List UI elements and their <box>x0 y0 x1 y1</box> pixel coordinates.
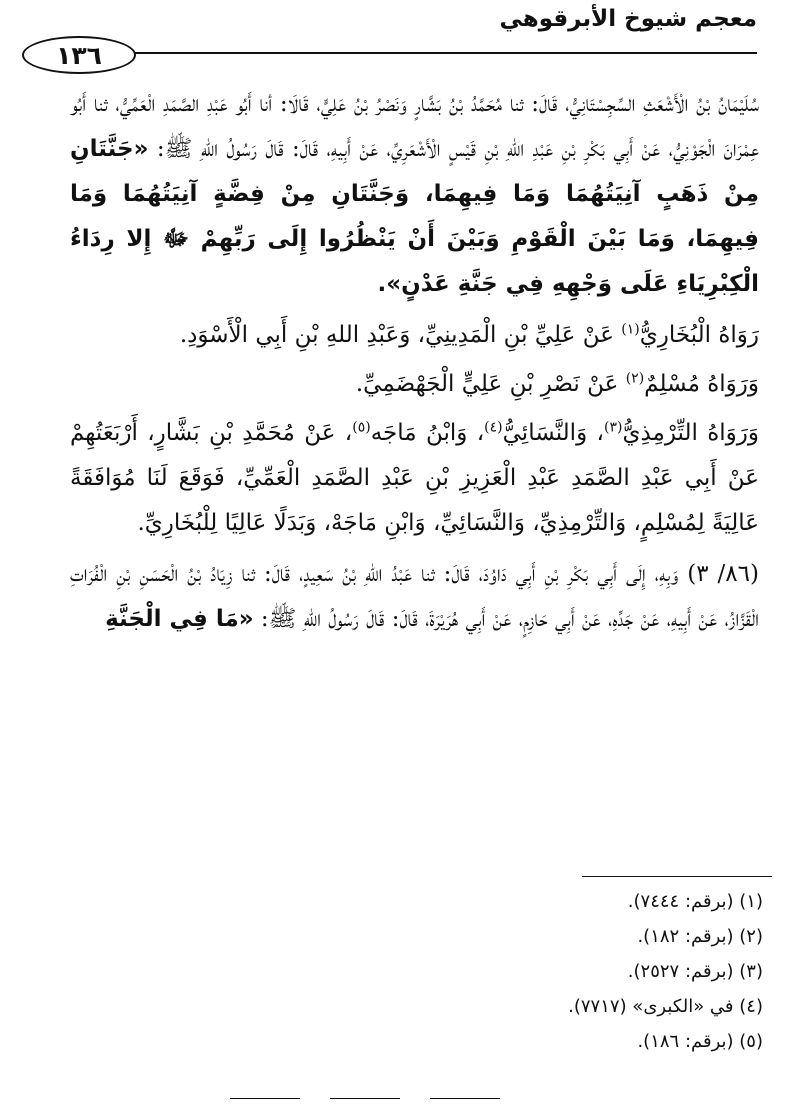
page-number: ١٣٦ <box>22 36 136 74</box>
footer-rule <box>430 1098 500 1099</box>
paragraph-hadith-1 <box>70 82 759 307</box>
footnote-ref-1: (١) <box>621 321 640 338</box>
footnote-4: (٤) في «الكبرى» (٧٧١٧). <box>568 996 763 1017</box>
paragraph-cont: ، عَنْ مُحَمَّدِ بْنِ بَشَّارٍ، أَرْبَعَتُهِمْ عَنْ أَبِي عَبْدِ الصَّمَدِ عَبْدِ الْعَزِيزِ بْنِ عَبْدِ الصَّمَدِ الْعَمِّيِّ، فَوَقَعَ لَنَا مُوَافَقَةً عَالِيَةً لِمُسْلِمٍ، وَالتِّرْمِذِيِّ، وَالنَّسَائِيِّ، وَابْنِ مَاجَهْ، وَبَدَلًا عَالِيًا لِلْبُخَارِيِّ. <box>70 420 759 536</box>
muslim-text-cont: عَنْ نَصْرِ بْنِ عَلِيٍّ الْجَهْضَمِيِّ. <box>355 371 626 397</box>
footnote-5: (٥) (برقم: ١٨٦). <box>637 1031 763 1052</box>
isnad-text-2: (٨٦/ ٣) وَبِهِ، إِلَى أَبِي بَكْرِ بْنِ أَبِي دَاوُدَ، قَالَ: ثنا عَبْدُ اللهِ بْنُ سَعِيدٍ، قَالَ: ثنا زِيَادُ بْنُ الْحَسَنِ بْنِ الْفُرَاتِ الْقَزَّازُ، عَنْ أَبِيهِ، عَنْ جَدِّهِ، عَنْ أَبِي حَازِمٍ، عَنْ أَبِي هُرَيْرَةَ، قَالَ: قَالَ رَسُولُ اللهِ ﷺ: <box>70 561 759 632</box>
footnote-ref-5: (٥) <box>352 419 371 436</box>
footnote-2: (٢) (برقم: ١٨٢). <box>637 926 763 947</box>
paragraph-hadith-2 <box>70 552 759 642</box>
nasai-text: ، وَالنَّسَائِيُّ <box>502 420 604 446</box>
footnote-1: (١) (برقم: ٧٤٤٤). <box>627 891 763 912</box>
footnote-separator <box>582 876 772 877</box>
footer-rule <box>330 1098 400 1099</box>
paragraph-muslim <box>70 362 759 407</box>
footer-rule <box>230 1098 300 1099</box>
paragraph-tirmidhi <box>70 411 759 546</box>
footnotes <box>568 884 763 1059</box>
isnad-text: سُلَيْمَانُ بْنُ الْأَشْعَثِ السِّجِسْتَانِيُّ، قَالَ: ثنا مُحَمَّدُ بْنُ بَشَّارٍ وَنَصْرُ بْنُ عَلِيٍّ، قَالَا: أنا أَبُو عَبْدِ الصَّمَدِ الْعَمِّيُّ، ثنا أَبُو عِمْرَانَ الْجَوْنِيُّ، عَنْ أَبِي بَكْرِ بْنِ عَبْدِ اللهِ بْنِ قَيْسٍ الْأَشْعَرِيِّ، عَنْ أَبِيهِ، قَالَ: قَالَ رَسُولُ اللهِ ﷺ: <box>70 91 760 162</box>
running-header-title: معجم شيوخ الأبرقوهي <box>499 6 757 32</box>
footnote-ref-4: (٤) <box>484 419 503 436</box>
tirmidhi-text: وَرَوَاهُ التِّرْمِذِيُّ <box>622 420 760 446</box>
paragraph-bukhari <box>70 313 759 358</box>
body-text <box>70 82 759 642</box>
header-rule <box>92 52 757 54</box>
hadith-text: «جَنَّتَانِ مِنْ ذَهَبٍ آنِيَتُهُمَا وَمَا فِيهِمَا، وَجَنَّتَانِ مِنْ فِضَّةٍ آنِيَتُهُمَا وَمَا فِيهِمَا، وَمَا بَيْنَ الْقَوْمِ وَبَيْنَ أَنْ يَنْظُرُوا إِلَى رَبِّهِمْ ﷻ إِلا رِدَاءُ الْكِبْرِيَاءِ عَلَى وَجْهِهِ فِي جَنَّةِ عَدْنٍ». <box>70 136 759 297</box>
ibn-majah-text: ، وَابْنُ مَاجَه <box>370 420 485 446</box>
bukhari-text: رَوَاهُ الْبُخَارِيُّ <box>639 322 759 348</box>
muslim-text: وَرَوَاهُ مُسْلِمٌ <box>644 371 759 397</box>
footnote-ref-2: (٢) <box>625 370 645 387</box>
footnote-ref-3: (٣) <box>603 419 623 436</box>
footnote-3: (٣) (برقم: ٢٥٢٧). <box>627 961 763 982</box>
bukhari-text-cont: عَنْ عَلِيِّ بْنِ الْمَدِينِيِّ، وَعَبْدِ اللهِ بْنِ أَبِي الْأَسْوَدِ. <box>179 322 622 348</box>
hadith-text-2: «مَا فِي الْجَنَّةِ <box>105 606 254 632</box>
